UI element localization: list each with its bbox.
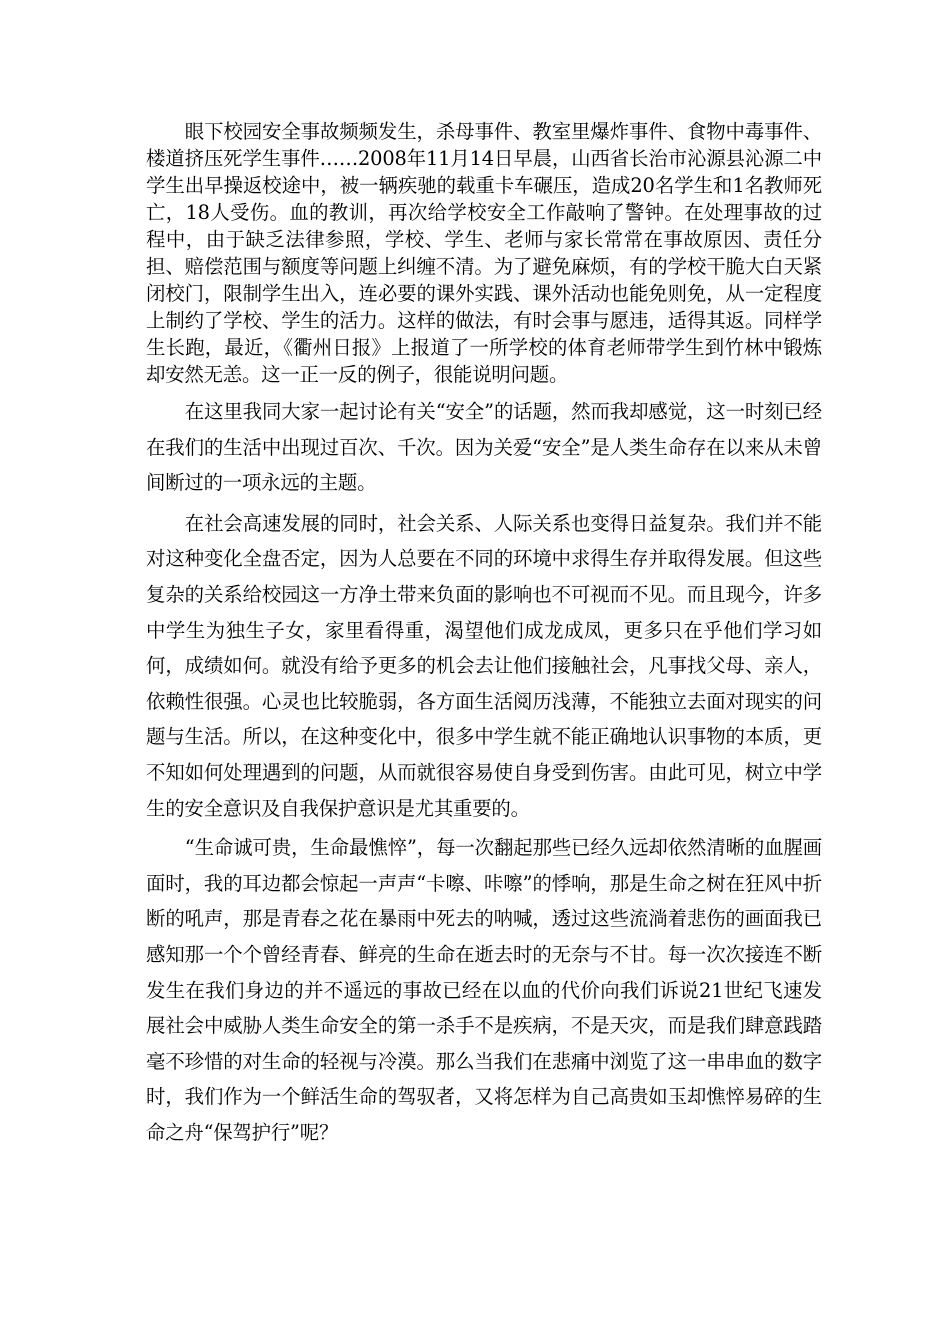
paragraph-campus-accidents: 眼下校园安全事故频频发生，杀母事件、教室里爆炸事件、食物中毒事件、楼道挤压死学生事件……2008年11月14日早晨，山西省长治市沁源县沁源二中学生出早操返校途中，被一辆疾驰的载重卡车碾压，造成20名学生和1名教师死亡，18人受伤。血的教训，再次给学校安全工作敲响了警钟。在处理事故的过程中，由于缺乏法律参照，学校、学生、老师与家长常常在事故原因、责任分担、赔偿范围与额度等问题上纠缠不清。为了避免麻烦，有的学校干脆大白天紧闭校门，限制学生出入，连必要的课外实践、课外活动也能免则免，从一定程度上制约了学校、学生的活力。这样的做法，有时会事与愿违，适得其返。同样学生长跑，最近，《衢州日报》上报道了一所学校的体育老师带学生到竹林中锻炼却安然无恙。这一正一反的例子，很能说明问题。 [146,120,822,386]
paragraph-social-development: 在社会高速发展的同时，社会关系、人际关系也变得日益复杂。我们并不能对这种变化全盘否定，因为人总要在不同的环境中求得生存并取得发展。但这些复杂的关系给校园这一方净土带来负面的影响也不可视而不见。而且现今，许多中学生为独生子女，家里看得重，渴望他们成龙成凤，更多只在乎他们学习如何，成绩如何。就没有给予更多的机会去让他们接触社会，凡事找父母、亲人，依赖性很强。心灵也比较脆弱，各方面生活阅历浅薄，不能独立去面对现实的问题与生活。所以，在这种变化中，很多中学生就不能正确地认识事物的本质，更不知如何处理遇到的问题，从而就很容易使自身受到伤害。由此可见，树立中学生的安全意识及自我保护意识是尤其重要的。 [146,511,822,820]
paragraph-value-of-life: “生命诚可贵，生命最憔悴”，每一次翻起那些已经久远却依然清晰的血腥画面时，我的耳边都会惊起一声声“卡嚓、咔嚓”的悸响，那是生命之树在狂风中折断的吼声，那是青春之花在暴雨中死去的呐喊，透过这些流淌着悲伤的画面我已感知那一个个曾经青春、鲜亮的生命在逝去时的无奈与不甘。每一次次接连不断发生在我们身边的并不遥远的事故已经在以血的代价向我们诉说21世纪飞速发展社会中威胁人类生命安全的第一杀手不是疾病，不是天灾，而是我们肆意践踏毫不珍惜的对生命的轻视与冷漠。那么当我们在悲痛中浏览了这一串串血的数字时，我们作为一个鲜活生命的驾驭者，又将怎样为自己高贵如玉却憔悴易碎的生命之舟“保驾护行”呢？ [146,836,822,1144]
paragraph-safety-topic: 在这里我同大家一起讨论有关“安全”的话题，然而我却感觉，这一时刻已经在我们的生活中出现过百次、千次。因为关爱“安全”是人类生命存在以来从未曾间断过的一项永远的主题。 [146,400,822,495]
document-body [146,118,822,1150]
